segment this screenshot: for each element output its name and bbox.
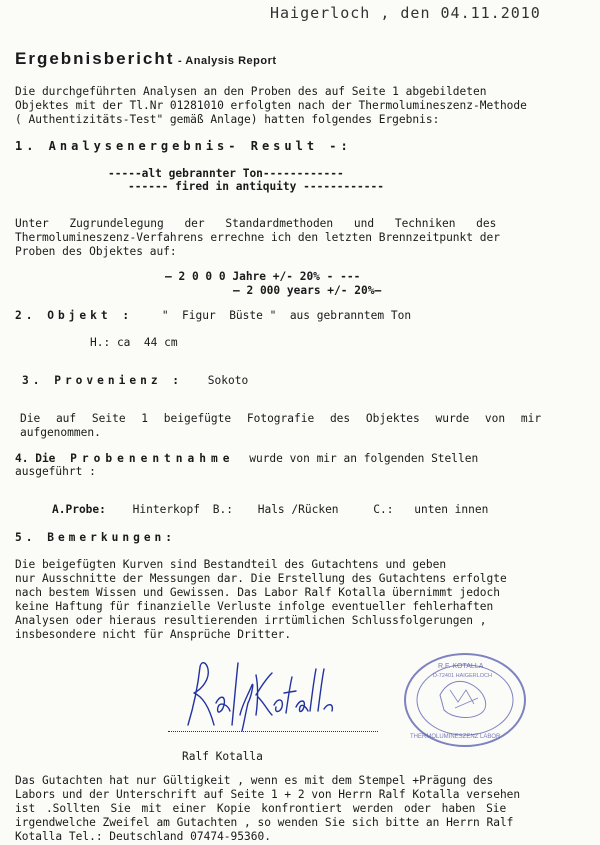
section1-line: Thermolumineszenz-Verfahrens errechne ich den letzten Brennzeitpunkt der: [15, 231, 500, 244]
signatory-name: Ralf Kotalla: [182, 750, 263, 763]
remarks-line: nur Ausschnitte der Messungen dar. Die Erstellung des Gutachtens erfolgte: [15, 572, 507, 585]
stamp-top-text: R.F. KOTALLA: [438, 663, 484, 670]
footer-line: ist .Sollten Sie mit einer Kopie konfrontiert werden oder haben Sie: [15, 802, 507, 815]
remarks-paragraph: [15, 558, 577, 642]
signature-line: [168, 731, 378, 732]
probe-c-label: C.:: [373, 503, 394, 516]
probe-b: Hals /Rücken: [257, 503, 339, 516]
section3: [22, 374, 248, 387]
remarks-line: Die beigefügten Kurven sind Bestandteil des Gutachtens und geben: [15, 558, 447, 571]
object-value: " Figur Büste " aus gebranntem Ton: [161, 309, 412, 322]
report-title: [15, 49, 277, 69]
section1-text: [15, 217, 577, 259]
result-de: -----alt gebrannter Ton------------: [108, 167, 344, 180]
section3-label: 3. Provenienz :: [22, 374, 184, 387]
probe-b-label: B.:: [212, 503, 233, 516]
probe-label: A.Probe:: [52, 503, 106, 516]
probe-c: unten innen: [414, 503, 489, 516]
probe-row: [52, 503, 488, 516]
intro-paragraph: [15, 85, 577, 127]
section4-heading: [15, 452, 478, 465]
date-line: Haigerloch , den 04.11.2010: [270, 4, 541, 22]
section2: [15, 309, 411, 322]
section4-label-b: Probenentnahme: [70, 452, 235, 465]
remarks-line: Analysen oder hieraus resultierenden irrtümlichen Schlussfolgerungen ,: [15, 614, 487, 627]
section1-heading: 1. Analysenergebnis- Result -:: [15, 139, 352, 153]
section4-text2: ausgeführt :: [15, 465, 96, 478]
age-en: – 2 000 years +/- 20%—: [233, 284, 382, 297]
footer-line: Das Gutachten hat nur Gültigkeit , wenn es mit dem Stempel +Prägung des: [15, 774, 494, 787]
remarks-line: insbesondere nicht für Ansprüche Dritter.: [15, 628, 292, 641]
footer-line: irgendwelche Zweifel am Gutachten , so wenden Sie sich bitte an Herrn Ralf: [15, 816, 514, 829]
intro-line: Die durchgeführten Analysen an den Proben des auf Seite 1 abgebildeten: [15, 85, 487, 98]
validity-paragraph: [15, 774, 577, 844]
section5-heading: 5. Bemerkungen:: [15, 531, 177, 544]
footer-line: Kotalla Tel.: Deutschland 07474-95360.: [15, 830, 271, 843]
intro-line: Objektes mit der Tl.Nr 01281010 erfolgten nach der Thermolumineszenz-Methode: [15, 99, 527, 112]
age-de: — 2 0 0 0 Jahre +/- 20% - ---: [165, 270, 361, 283]
section2-label: 2. Objekt :: [15, 309, 134, 322]
photo-note: [20, 412, 577, 440]
section4-label-a: 4. Die: [15, 452, 56, 465]
section4-text1: wurde von mir an folgenden Stellen: [249, 452, 479, 465]
photo-line: aufgenommen.: [20, 426, 101, 439]
provenance-value: Sokoto: [207, 374, 249, 387]
remarks-line: nach bestem Wissen und Gewissen. Das Labor Ralf Kotalla übernimmt jedoch: [15, 586, 500, 599]
title-main: Ergebnisbericht: [15, 49, 175, 68]
footer-line: Labors und der Unterschrift auf Seite 1 + 2 von Herrn Ralf Kotalla versehen: [15, 788, 521, 801]
object-height: H.: ca 44 cm: [90, 336, 178, 349]
stamp-bottom-text: THERMOLUMINESZENZ LABOR: [410, 734, 501, 740]
photo-line: Die auf Seite 1 beigefügte Fotografie des Objektes wurde von mir: [20, 412, 542, 425]
handwritten-signature: [170, 655, 340, 735]
remarks-line: keine Haftung für finanzielle Verluste infolge eventueller fehlerhaften: [15, 600, 494, 613]
section1-line: Proben des Objektes auf:: [15, 245, 177, 258]
title-sub: - Analysis Report: [174, 55, 277, 67]
section1-line: Unter Zugrundelegung der Standardmethoden und Techniken des: [15, 217, 497, 230]
result-en: ------ fired in antiquity ------------: [128, 180, 384, 193]
lab-stamp: [400, 650, 530, 750]
stamp-line2-text: D-72401 HAIGERLOCH: [433, 673, 492, 679]
probe-a: Hinterkopf: [132, 503, 200, 516]
intro-line: ( Authentizitäts-Test" gemäß Anlage) hatten folgendes Ergebnis:: [15, 113, 440, 126]
